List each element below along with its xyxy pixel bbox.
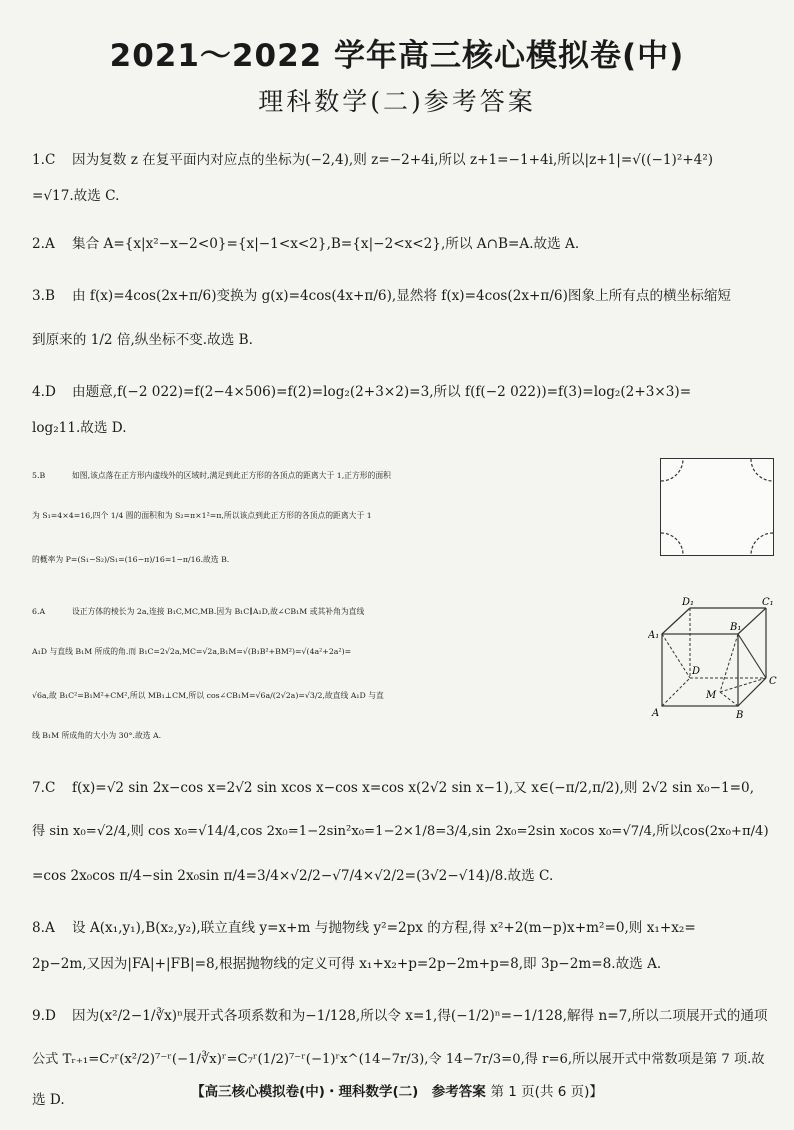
answer-text: 公式 Tᵣ₊₁=C₇ʳ(x²/2)⁷⁻ʳ(−1/∛x)ʳ=C₇ʳ(1/2)⁷⁻ʳ(−1)ʳx^(14−7r/3),令 14−7r/3=0,得 r=6,所以展开式中常数项是第 7 项.故 <box>32 1052 765 1067</box>
answer-text: =cos 2x₀cos π/4−sin 2x₀sin π/4=3/4×√2/2−√7/4×√2/2=(3√2−√14)/8.故选 C. <box>32 868 554 884</box>
answer-text: log₂11.故选 D. <box>32 420 127 436</box>
answer-item-7 <box>32 766 774 898</box>
answer-item-5 <box>32 458 774 582</box>
answer-text: 线 B₁M 所成角的大小为 30°.故选 A. <box>32 731 162 740</box>
cube-figure <box>648 594 778 720</box>
answer-text: 设正方体的棱长为 2a,连接 B₁C,MC,MB.因为 B₁C∥A₁D,故∠CB₁M 或其补角为直线 <box>72 607 365 616</box>
footer-label: 【高三核心模拟卷(中)・理科数学(二) 参考答案 <box>191 1084 486 1100</box>
answer-text: 选 D. <box>32 1092 65 1108</box>
answer-item-3 <box>32 274 774 362</box>
answer-text: 设 A(x₁,y₁),B(x₂,y₂),联立直线 y=x+m 与抛物线 y²=2px 的方程,得 x²+2(m−p)x+m²=0,则 x₁+x₂= <box>72 920 696 936</box>
cube-label: A₁ <box>648 630 660 641</box>
cube-label: M <box>706 690 717 701</box>
answer-text: =√17.故选 C. <box>32 188 120 204</box>
answer-text: 如图,该点落在正方形内虚线外的区域时,满足到此正方形的各顶点的距离大于 1,正方形的面积 <box>72 471 391 480</box>
answer-number: 6.A <box>32 607 46 616</box>
answer-item-6 <box>32 594 777 754</box>
answer-text: 由 f(x)=4cos(2x+π/6)变换为 g(x)=4cos(4x+π/6),显然将 f(x)=4cos(2x+π/6)图象上所有点的横坐标缩短 <box>72 288 732 304</box>
answer-text: A₁D 与直线 B₁M 所成的角.而 B₁C=2√2a,MC=√2a,B₁M=√(B₁B²+BM²)=√(4a²+2a²)= <box>32 647 352 656</box>
answer-number: 5.B <box>32 471 46 480</box>
answers-list <box>32 142 777 1130</box>
answer-number: 3.B <box>32 288 55 304</box>
answer-number: 4.D <box>32 384 56 400</box>
answer-text: 得 sin x₀=√2/4,则 cos x₀=√14/4,cos 2x₀=1−2sin²x₀=1−2×1/8=3/4,sin 2x₀=2sin x₀cos x₀=√7/4,所以cos(2x₀+π/4) <box>32 824 769 839</box>
answer-number: 7.C <box>32 780 56 796</box>
page-title: 2021～2022 学年高三核心模拟卷(中) <box>109 38 685 74</box>
page-subtitle: 理科数学(二)参考答案 <box>258 87 536 116</box>
answer-item-1 <box>32 142 774 214</box>
answer-text: f(x)=√2 sin 2x−cos x=2√2 sin xcos x−cos x=cos x(2√2 sin x−1),又 x∈(−π/2,π/2),则 2√2 sin x₀−1=0, <box>72 780 755 796</box>
answer-text: 因为(x²/2−1/∛x)ⁿ展开式各项系数和为−1/128,所以令 x=1,得(−1/2)ⁿ=−1/128,解得 n=7,所以二项展开式的通项 <box>72 1008 768 1024</box>
answer-number: 8.A <box>32 920 55 936</box>
cube-label: B <box>736 710 744 720</box>
cube-label: A <box>652 708 660 719</box>
answer-item-4 <box>32 374 774 446</box>
answer-text: 集合 A={x|x²−x−2<0}={x|−1<x<2},B={x|−2<x<2},所以 A∩B=A.故选 A. <box>72 236 580 252</box>
answer-text: 2p−2m,又因为|FA|+|FB|=8,根据抛物线的定义可得 x₁+x₂+p=2p−2m+p=8,即 3p−2m=8.故选 A. <box>32 956 662 972</box>
answer-text: 到原来的 1/2 倍,纵坐标不变.故选 B. <box>32 332 253 348</box>
cube-label: B₁ <box>730 622 742 633</box>
answer-text: 为 S₁=4×4=16,四个 1/4 圆的面积和为 S₂=π×1²=π,所以该点到此正方形的各顶点的距离大于 1 <box>32 511 372 520</box>
answer-number: 9.D <box>32 1008 56 1024</box>
answer-text: 因为复数 z 在复平面内对应点的坐标为(−2,4),则 z=−2+4i,所以 z+1=−1+4i,所以|z+1|=√((−1)²+4²) <box>72 152 714 168</box>
answer-text: 由题意,f(−2 022)=f(2−4×506)=f(2)=log₂(2+3×2)=3,所以 f(f(−2 022))=f(3)=log₂(2+3×3)= <box>72 384 692 400</box>
answer-text: √6a,故 B₁C²=B₁M²+CM²,所以 MB₁⊥CM,所以 cos∠CB₁M=√6a/(2√2a)=√3/2,故直线 A₁D 与直 <box>32 691 384 700</box>
answer-number: 2.A <box>32 236 55 252</box>
cube-label: D₁ <box>682 597 695 608</box>
page-footer <box>0 1080 794 1100</box>
answer-number: 1.C <box>32 152 56 168</box>
answer-text: 的概率为 P=(S₁−S₂)/S₁=(16−π)/16=1−π/16.故选 B. <box>32 555 230 564</box>
cube-label: C₁ <box>762 597 774 608</box>
square-quarter-circles-figure <box>660 458 774 556</box>
answer-item-8 <box>32 910 774 982</box>
cube-label: D <box>692 666 701 677</box>
answer-item-2 <box>32 226 774 262</box>
footer-page-number: 第 1 页(共 6 页)】 <box>490 1084 603 1100</box>
cube-label: C <box>769 676 777 687</box>
